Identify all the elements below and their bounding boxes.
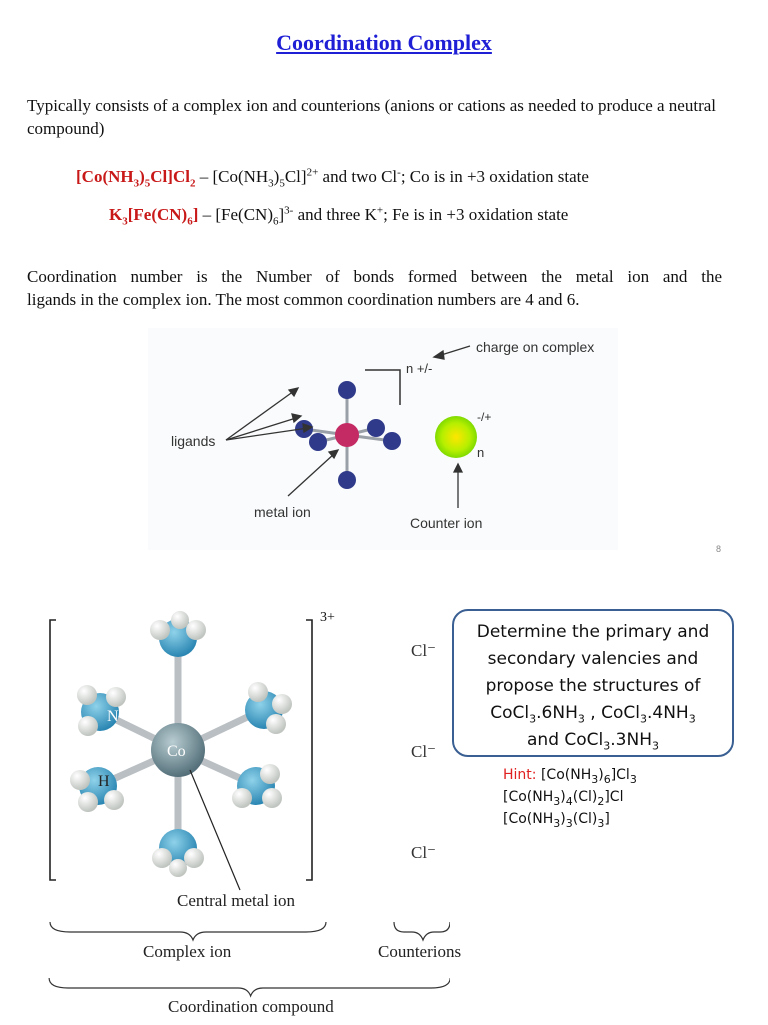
exercise-callout (452, 609, 734, 757)
example-cobalt-formula: $[Co(NH_3)_5Cl]Cl_2$ (76, 167, 196, 190)
chloride-1: Cl⁻ (411, 641, 437, 660)
example-cobalt (76, 166, 589, 190)
chloride-3: Cl⁻ (411, 843, 437, 862)
callout-line-2: secondary valencies and (487, 649, 699, 669)
page-number: 8 (716, 544, 722, 554)
example-cobalt-description: – $[Co(NH_3)_5Cl]^{2+}$ and two Cl-; Co is in +3 oxidation state (195, 166, 589, 190)
ligand-back-right (367, 419, 385, 437)
counterions-label: Counterions (378, 942, 462, 961)
example-iron (109, 204, 569, 228)
ligand-front-left (309, 433, 327, 451)
central-metal-ion-label: Central metal ion (177, 891, 296, 910)
complex-schematic-svg (148, 328, 618, 550)
charge-symbol: n +/- (406, 361, 433, 376)
callout-line-3: propose the structures of (485, 676, 701, 696)
counter-ion-n: n (477, 445, 485, 460)
ammonia-bottom (152, 829, 204, 877)
ligand-top (338, 381, 356, 399)
hint-line-2: $[Co(NH_3)_4(Cl)_2]Cl$ (503, 789, 624, 808)
hydrogen-label: H (98, 773, 110, 790)
hint-block (503, 764, 637, 830)
callout-line-4: $CoCl_3.6NH_3$ , $CoCl_3.4NH_3$ (490, 703, 696, 726)
coordination-number-line1: Coordination number is the Number of bonds formed between the metal ion and the (27, 267, 722, 286)
callout-line-1: Determine the primary and (476, 622, 710, 642)
ligand-right (383, 432, 401, 450)
nitrogen-label: N (107, 708, 119, 725)
hint-label: Hint: (503, 767, 537, 783)
counter-ion-charge: -/+ (477, 410, 492, 424)
ammonia-lower-right (232, 764, 282, 808)
ammonia-upper-right (245, 682, 292, 734)
hint-line-1: Hint: $[Co(NH_3)_6]Cl_3$ (503, 767, 637, 786)
ammonia-top (150, 611, 206, 657)
complex-schematic-figure (148, 328, 618, 550)
coordination-number-line2: ligands in the complex ion. The most common coordination numbers are 4 and 6. (27, 290, 580, 309)
hint-line-3: $[Co(NH_3)_3(Cl)_3]$ (503, 811, 610, 830)
intro-paragraph: Typically consists of a complex ion and counterions (anions or cations as needed to produce a neutral compound) (27, 96, 716, 138)
counter-ion-label: Counter ion (410, 515, 483, 531)
page-title: Coordination Complex (276, 30, 492, 55)
counter-ion-sphere (435, 416, 477, 458)
ligands-label: ligands (171, 433, 216, 449)
metal-ion-sphere (335, 423, 359, 447)
ammonia-lower-left (70, 767, 124, 812)
metal-ion-label: metal ion (254, 504, 311, 520)
example-iron-formula: $K_3[Fe(CN)_6]$ (109, 205, 199, 228)
complex-ion-label: Complex ion (143, 942, 232, 961)
charge-on-complex-label: charge on complex (476, 339, 595, 355)
ligand-bottom (338, 471, 356, 489)
complex-charge: 3+ (320, 610, 335, 625)
example-iron-description: – $[Fe(CN)_6]^{3-}$ and three K+; Fe is in +3 oxidation state (198, 204, 569, 228)
callout-line-5: and $CoCl_3.3NH_3$ (527, 730, 659, 753)
chloride-2: Cl⁻ (411, 742, 437, 761)
coordination-compound-label: Coordination compound (168, 997, 334, 1016)
cobalt-label: Co (167, 743, 186, 760)
complex-structure-figure (30, 600, 462, 1020)
